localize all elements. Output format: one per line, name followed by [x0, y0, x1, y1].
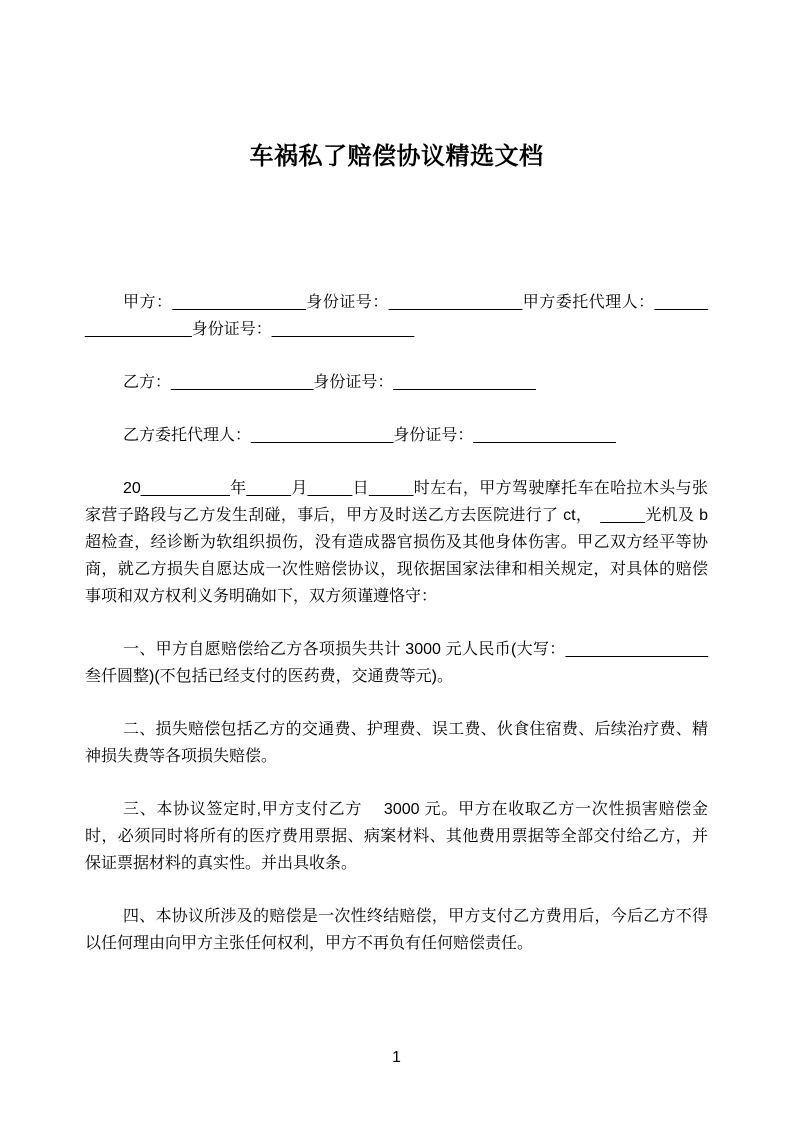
paragraph-clause-2: 二、损失赔偿包括乙方的交通费、护理费、误工费、伙食住宿费、后续治疗费、精神损失费等各项损失赔偿。	[85, 721, 708, 765]
paragraph-clause-4: 四、本协议所涉及的赔偿是一次性终结赔偿，甲方支付乙方费用后，今后乙方不得以任何理由向甲方主张任何权利，甲方不再负有任何赔偿责任。	[85, 908, 708, 952]
paragraph-party-a-fields: 甲方：_______________身份证号：_______________甲方委托代理人：__________________身份证号：________________	[85, 294, 708, 338]
paragraph-clause-3: 三、本协议签定时,甲方支付乙方 3000 元。甲方在收取乙方一次性损害赔偿金时，必须同时将所有的医疗费用票据、病案材料、其他费用票据等全部交付给乙方，并保证票据材料的真实性。并出具收条。	[85, 801, 708, 872]
paragraph-clause-1: 一、甲方自愿赔偿给乙方各项损失共计 3000 元人民币(大写：________________叁仟圆整)(不包括已经支付的医药费，交通费等元)。	[85, 641, 708, 685]
paragraph-preamble: 20__________年_____月_____日_____时左右，甲方驾驶摩托车在哈拉木头与张家营子路段与乙方发生刮碰，事后，甲方及时送乙方去医院进行了 ct， _____光机及 b 超检查，经诊断为软组织损伤，没有造成器官损伤及其他身体伤害。甲乙双方经平等协商，就乙方损失自愿达成一次性赔偿协议，现依据国家法律和相关规定，对具体的赔偿事项和双方权利义务明确如下，双方须谨遵恪守：	[85, 480, 708, 605]
paragraph-party-b-fields: 乙方：________________身份证号：________________	[123, 374, 536, 391]
document-title: 车祸私了赔偿协议精选文档	[249, 143, 544, 170]
paragraph-party-b-agent-fields: 乙方委托代理人：________________身份证号：________________	[123, 427, 616, 444]
page-number: 1	[392, 1049, 401, 1066]
